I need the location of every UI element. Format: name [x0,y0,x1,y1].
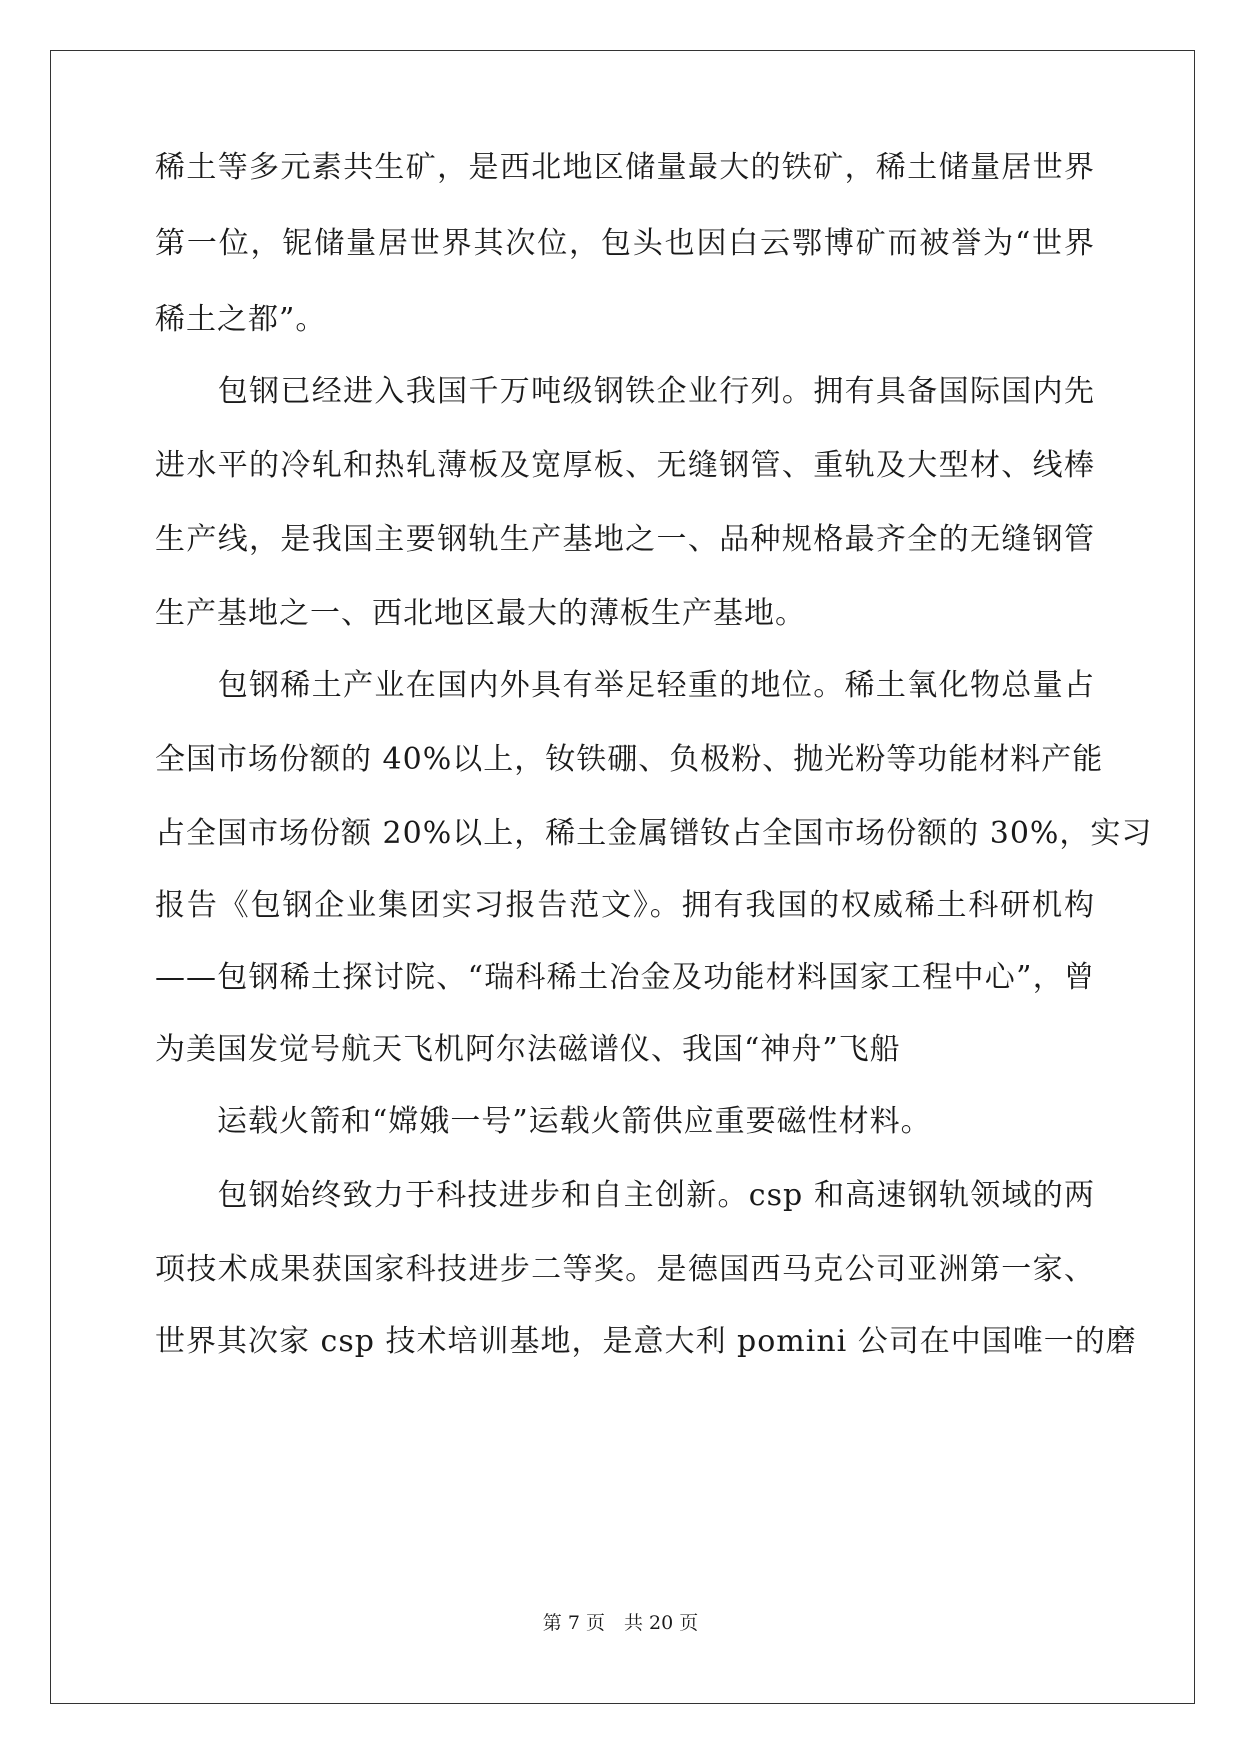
text-line: 包钢始终致力于科技进步和自主创新。csp 和高速钢轨领域的两 [155,1178,1095,1213]
text-line: 稀土之都”。 [155,302,327,337]
text-line: 占全国市场份额 20%以上，稀土金属镨钕占全国市场份额的 30%，实习 [155,816,1153,851]
text-line: 稀土等多元素共生矿，是西北地区储量最大的铁矿，稀土储量居世界 [155,150,1095,185]
text-line: 项技术成果获国家科技进步二等奖。是德国西马克公司亚洲第一家、 [155,1252,1095,1287]
text-line: 生产线，是我国主要钢轨生产基地之一、品种规格最齐全的无缝钢管 [155,522,1095,557]
page-number-footer: 第 7 页 共 20 页 [542,1612,699,1634]
text-line: 全国市场份额的 40%以上，钕铁硼、负极粉、抛光粉等功能材料产能 [155,742,1104,777]
text-line: 生产基地之一、西北地区最大的薄板生产基地。 [155,596,806,631]
page-border [50,50,1195,1704]
text-line: 报告《包钢企业集团实习报告范文》。拥有我国的权威稀土科研机构 [155,888,1095,923]
text-line: 第一位，铌储量居世界其次位，包头也因白云鄂博矿而被誉为“世界 [155,226,1095,261]
text-line: 进水平的冷轧和热轧薄板及宽厚板、无缝钢管、重轨及大型材、线棒 [155,448,1095,483]
text-line: ——包钢稀土探讨院、“瑞科稀土冶金及功能材料国家工程中心”，曾 [155,960,1095,995]
text-line: 运载火箭和“嫦娥一号”运载火箭供应重要磁性材料。 [155,1104,932,1139]
text-line: 世界其次家 csp 技术培训基地，是意大利 pomini 公司在中国唯一的磨 [155,1324,1137,1359]
text-line: 包钢稀土产业在国内外具有举足轻重的地位。稀土氧化物总量占 [155,668,1095,703]
text-line: 包钢已经进入我国千万吨级钢铁企业行列。拥有具备国际国内先 [155,374,1095,409]
text-line: 为美国发觉号航天飞机阿尔法磁谱仪、我国“神舟”飞船 [155,1032,901,1067]
